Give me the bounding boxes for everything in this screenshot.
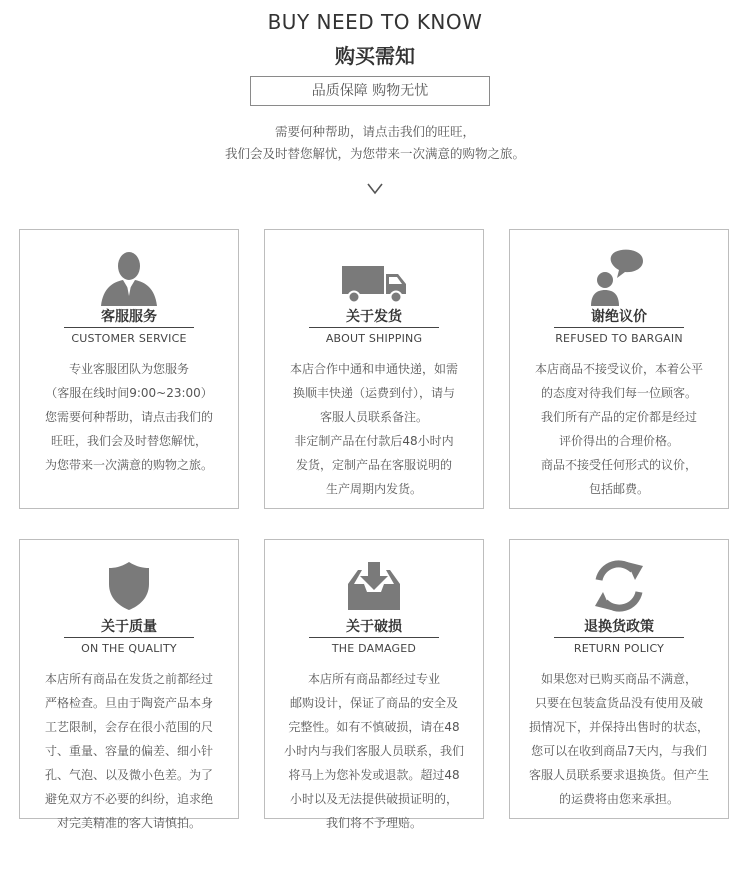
body-line: 如果您对已购买商品不满意，: [540, 672, 697, 686]
body-line: 非定制产品在付款后48小时内: [294, 434, 454, 448]
body-line: 商品不接受任何形式的议价，: [540, 458, 697, 472]
refresh-icon: [510, 558, 728, 618]
body-line: 避免双方不必要的纠纷，追求绝: [44, 792, 213, 806]
intro-line: 需要何种帮助，请点击我们的旺旺，: [274, 124, 475, 139]
body-line: 的态度对待我们每一位顾客。: [540, 386, 697, 400]
body-line: 本店所有商品都经过专业: [307, 672, 440, 686]
card-quality: [19, 539, 239, 830]
body-line: 我们所有产品的定价都是经过: [540, 410, 697, 424]
card-subtitle: RETURN POLICY: [573, 642, 665, 655]
card-subtitle: CUSTOMER SERVICE: [71, 332, 187, 345]
card-shipping: [264, 229, 484, 509]
body-line: 包括邮费。: [588, 482, 649, 496]
tagline-box: 品质保障 购物无忧: [250, 76, 490, 106]
body-line: 对完美精准的客人请慎拍。: [56, 816, 201, 830]
card-title: 关于质量: [101, 619, 157, 635]
card-body: [271, 357, 477, 501]
intro-text: [0, 121, 750, 165]
body-line: 专业客服团队为您服务: [68, 362, 189, 376]
body-line: 为您带来一次满意的购物之旅。: [44, 458, 213, 472]
card-subtitle: ABOUT SHIPPING: [325, 332, 423, 345]
body-line: 本店所有商品在发货之前都经过: [44, 672, 213, 686]
body-line: 评价得出的合理价格。: [558, 434, 679, 448]
card-body: [516, 357, 722, 501]
shield-icon: [20, 560, 238, 616]
title-cn: 购买需知: [335, 44, 415, 68]
body-line: 将马上为您补发或退款。超过48: [288, 768, 460, 782]
body-line: 严格检查。旦由于陶瓷产品本身: [44, 696, 213, 710]
body-line: 孔、气泡、以及微小色差。为了: [44, 768, 213, 782]
body-line: 寸、重量、容量的偏差、细小针: [44, 744, 213, 758]
card-bargain: [509, 229, 729, 509]
intro-line: 我们会及时替您解忧，为您带来一次满意的购物之旅。: [224, 146, 525, 161]
body-line: 损情况下，并保持出售时的状态，: [528, 720, 709, 734]
card-subtitle: ON THE QUALITY: [81, 642, 177, 655]
card-body: [26, 357, 232, 477]
card-body: [516, 667, 722, 811]
body-line: 客服人员联系要求退换货。但产生: [528, 768, 709, 782]
body-line: 我们将不予理赔。: [325, 816, 422, 830]
card-subtitle: REFUSED TO BARGAIN: [555, 332, 683, 345]
body-line: 旺旺，我们会及时替您解忧，: [50, 434, 207, 448]
body-line: 发货，定制产品在客服说明的: [295, 458, 452, 472]
body-line: 生产周期内发货。: [325, 482, 422, 496]
body-line: 工艺限制，会存在很小范围的尺: [44, 720, 213, 734]
body-line: 本店商品不接受议价，本着公平: [534, 362, 703, 376]
card-title: 谢绝议价: [591, 309, 647, 325]
card-title: 关于发货: [346, 309, 402, 325]
card-title: 客服服务: [101, 309, 157, 325]
card-body: [26, 667, 232, 835]
divider: [64, 637, 194, 638]
speech-person-icon: [510, 248, 728, 312]
body-line: 本店合作中通和申通快递，如需: [289, 362, 458, 376]
card-title: 退换货政策: [584, 619, 654, 635]
body-line: 您可以在收到商品7天内，与我们: [531, 744, 707, 758]
body-line: 小时以及无法提供破损证明的，: [289, 792, 458, 806]
body-line: 换顺丰快递（运费到付），请与: [292, 386, 455, 400]
body-line: 完整性。如有不慎破损，请在48: [288, 720, 460, 734]
title-en: BUY NEED TO KNOW: [267, 10, 483, 34]
person-icon: [20, 250, 238, 310]
body-line: 您需要何种帮助，请点击我们的: [44, 410, 213, 424]
divider: [554, 637, 684, 638]
card-body: [271, 667, 477, 835]
card-damaged: [264, 539, 484, 830]
body-line: 客服人员联系备注。: [319, 410, 428, 424]
card-subtitle: THE DAMAGED: [331, 642, 417, 655]
divider: [554, 327, 684, 328]
card-customer-service: [19, 229, 239, 509]
body-line: 只要在包装盒货品没有使用及破: [534, 696, 703, 710]
inbox-download-icon: [265, 560, 483, 616]
card-title: 关于破损: [346, 619, 402, 635]
divider: [64, 327, 194, 328]
card-return-policy: [509, 539, 729, 819]
body-line: 邮购设计，保证了商品的安全及: [289, 696, 458, 710]
divider: [309, 637, 439, 638]
chevron-down-icon: [364, 178, 386, 200]
truck-icon: [265, 264, 483, 308]
body-line: 小时内与我们客服人员联系，我们: [283, 744, 464, 758]
body-line: （客服在线时间9:00~23:00）: [45, 386, 213, 400]
body-line: 的运费将由您来承担。: [558, 792, 679, 806]
divider: [309, 327, 439, 328]
